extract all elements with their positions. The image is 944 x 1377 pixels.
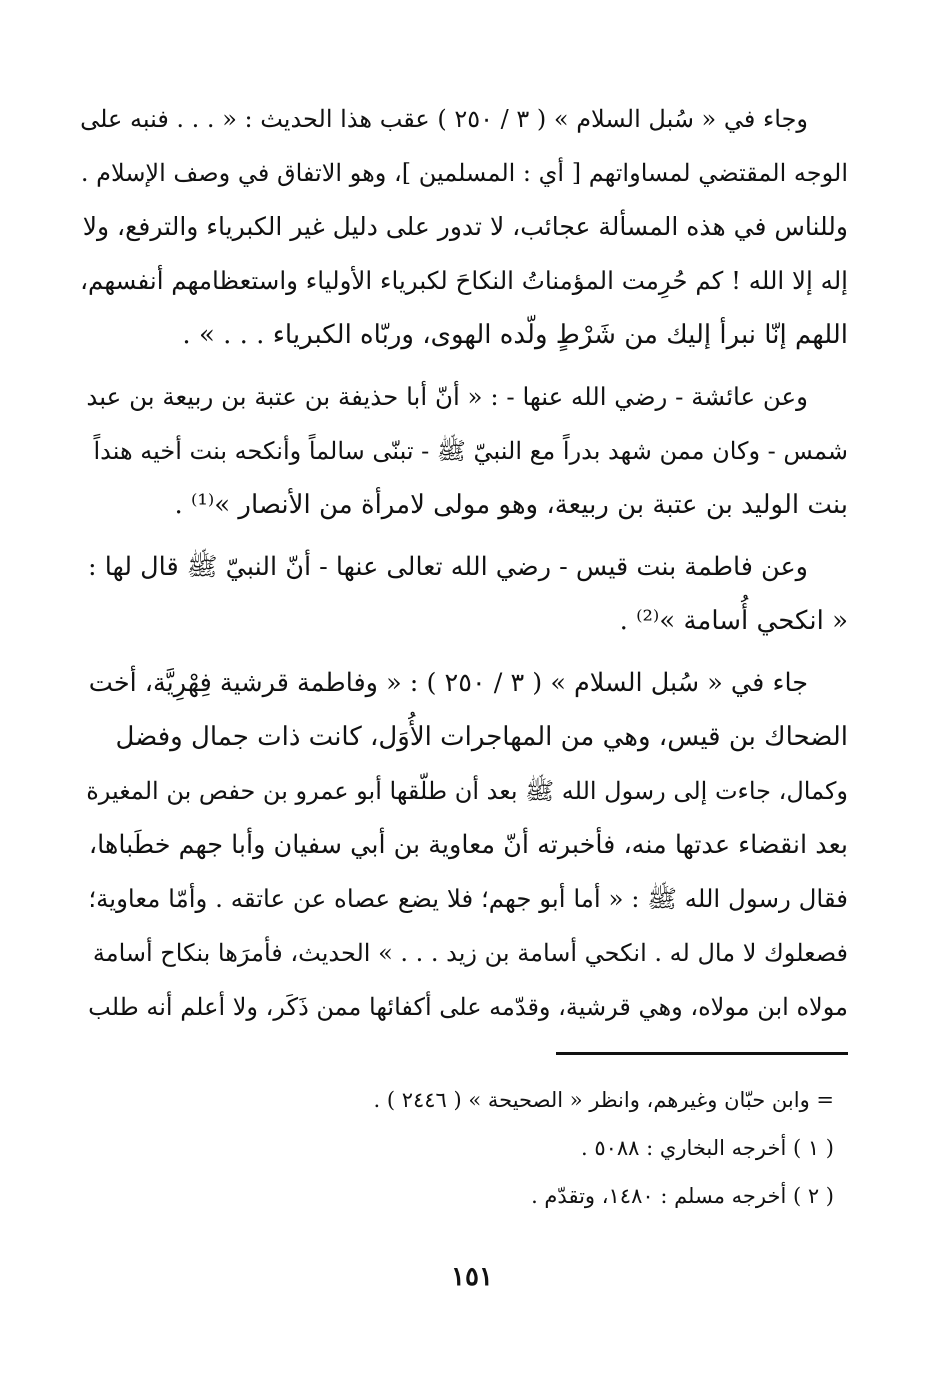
footnote-separator bbox=[556, 1052, 848, 1055]
footnote-continuation: = وابن حبّان وغيرهم، وانظر « الصحيحة » ( ٢٤٤٦ ) . bbox=[373, 1088, 834, 1112]
page-number: ١٥١ bbox=[451, 1262, 493, 1292]
text-line: اللهم إنّا نبرأ إليك من شَرْطٍ ولّده الهوى، وربّاه الكبرياء . . . » . bbox=[182, 320, 848, 350]
paragraph-fatima-hadith bbox=[80, 540, 848, 648]
paragraph-subul-salam-quote bbox=[80, 92, 848, 362]
text-line: شمس - وكان ممن شهد بدراً مع النبيّ ﷺ - تبنّى سالماً وأنكحه بنت أخيه هنداً bbox=[93, 437, 848, 465]
text-line: بعد انقضاء عدتها منه، فأخبرته أنّ معاوية بن أبي سفيان وأبا جهم خطَباها، bbox=[88, 830, 848, 860]
text-line: مولاه ابن مولاه، وهي قرشية، وقدّمه على أكفائها ممن ذَكَر، ولا أعلم أنه طلب bbox=[88, 993, 848, 1021]
footnote-2: ( ٢ ) أخرجه مسلم : ١٤٨٠، وتقدّم . bbox=[531, 1184, 834, 1208]
text-line: فصعلوك لا مال له . انكحي أسامة بن زيد . . . » الحديث، فأمرَها بنكاح أسامة bbox=[92, 939, 848, 967]
text-line: « انكحي أُسامة »⁽²⁾ . bbox=[619, 606, 848, 636]
text-line: فقال رسول الله ﷺ : « أما أبو جهم؛ فلا يضع عصاه عن عاتقه . وأمّا معاوية؛ bbox=[88, 884, 848, 913]
footnote-1: ( ١ ) أخرجه البخاري : ٥٠٨٨ . bbox=[580, 1136, 834, 1160]
text-line: وعن فاطمة بنت قيس - رضي الله تعالى عنها - أنّ النبيّ ﷺ قال لها : bbox=[88, 552, 808, 582]
text-line: بنت الوليد بن عتبة بن ربيعة، وهو مولى لامرأة من الأنصار »⁽¹⁾ . bbox=[174, 490, 848, 520]
text-line: وعن عائشة - رضي الله عنها - : « أنّ أبا حذيفة بن عتبة بن ربيعة بن عبد bbox=[86, 382, 808, 411]
text-line: إله إلا الله ! كم حُرِمت المؤمناتُ النكاحَ لكبرياء الأولياء واستعظامهم أنفسهم، bbox=[80, 266, 848, 295]
page-body bbox=[80, 92, 848, 1042]
text-line: وجاء في « سُبل السلام » ( ٣ / ٢٥٠ ) عقب هذا الحديث : « . . . فنبه على bbox=[80, 105, 808, 133]
text-line: جاء في « سُبل السلام » ( ٣ / ٢٥٠ ) : « وفاطمة قرشية فِهْرِيَّة، أخت bbox=[88, 668, 808, 698]
text-line: وللناس في هذه المسألة عجائب، لا تدور على دليل غير الكبرياء والترفع، ولا bbox=[82, 212, 848, 241]
text-line: الضحاك بن قيس، وهي من المهاجرات الأُوَل، كانت ذات جمال وفضل bbox=[115, 722, 848, 752]
paragraph-aisha-hadith bbox=[80, 370, 848, 532]
text-line: الوجه المقتضي لمساواتهم [ أي : المسلمين ]، وهو الاتفاق في وصف الإسلام . bbox=[80, 159, 848, 187]
footnotes bbox=[134, 1076, 834, 1220]
text-line: وكمال، جاءت إلى رسول الله ﷺ بعد أن طلّقها أبو عمرو بن حفص بن المغيرة bbox=[86, 777, 848, 805]
paragraph-subul-salam-commentary bbox=[80, 656, 848, 1034]
